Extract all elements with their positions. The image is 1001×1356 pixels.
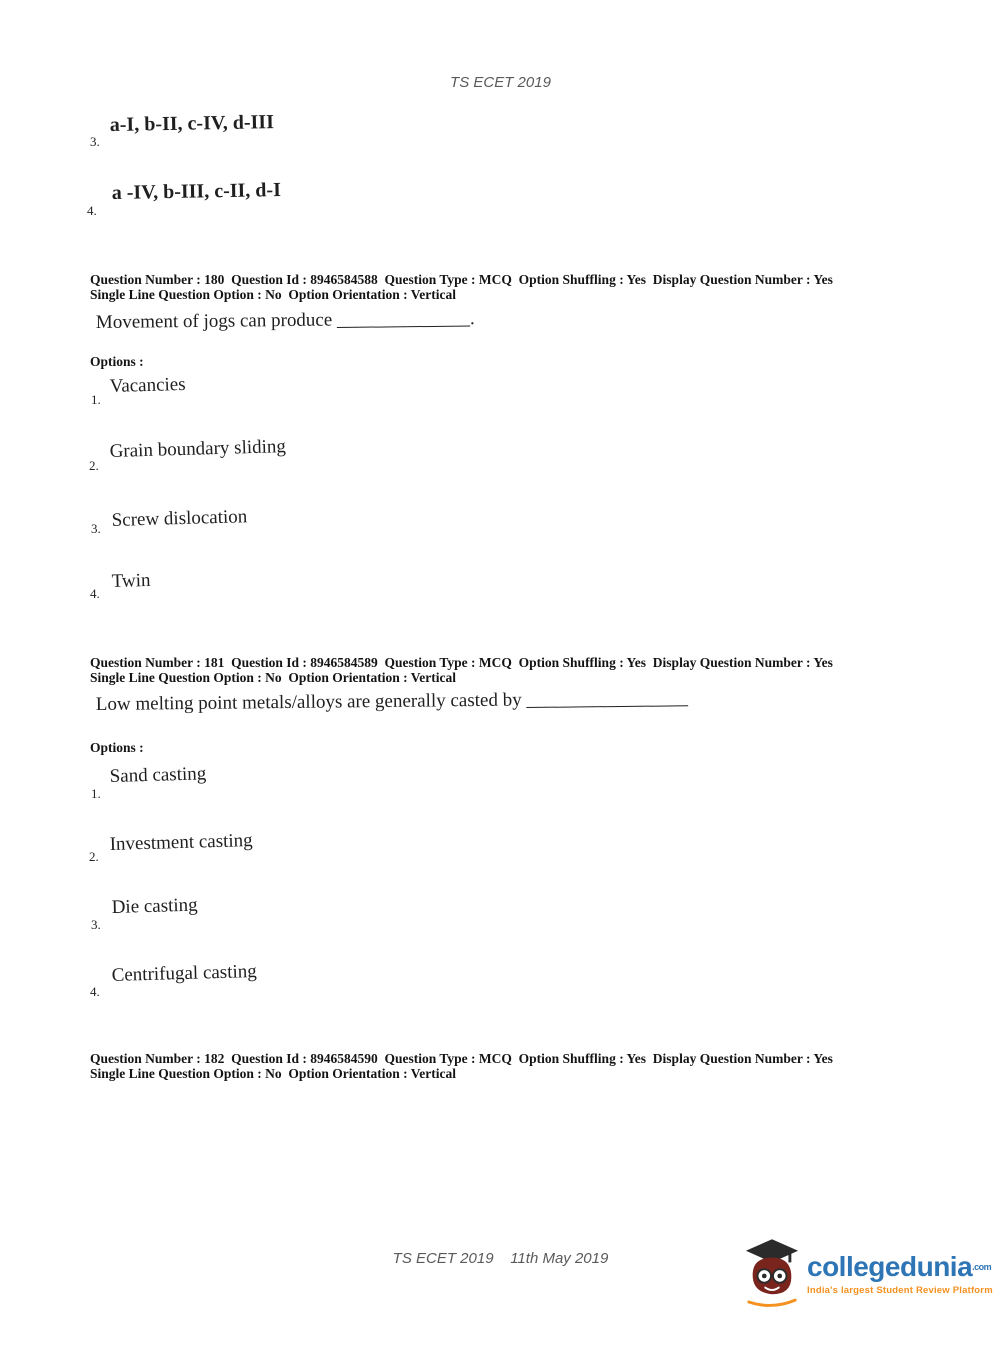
option-number: 3. bbox=[91, 917, 101, 932]
option-text: Twin bbox=[111, 569, 151, 593]
logo-tagline: India's largest Student Review Platform bbox=[807, 1285, 993, 1296]
option-text: Vacancies bbox=[109, 373, 186, 398]
logo-text bbox=[807, 1238, 993, 1296]
question-text: Low melting point metals/alloys are generally casted by _________________ bbox=[95, 687, 689, 716]
question-meta-line1: Question Number : 180 Question Id : 8946584588 Question Type : MCQ Option Shuffling : Yes Display Question Number : Yes bbox=[90, 272, 833, 287]
option-number: 2. bbox=[89, 458, 99, 473]
option-text: a-I, b-II, c-IV, d-III bbox=[109, 111, 275, 137]
option-number: 1. bbox=[91, 392, 101, 407]
logo-suffix: .com bbox=[972, 1262, 992, 1272]
question-meta-line2: Single Line Question Option : No Option Orientation : Vertical bbox=[90, 1066, 457, 1081]
option-number: 4. bbox=[87, 203, 97, 218]
option-number: 4. bbox=[90, 984, 100, 999]
option-text: Investment casting bbox=[109, 830, 253, 856]
collegedunia-logo bbox=[743, 1238, 993, 1310]
option-number: 3. bbox=[91, 521, 101, 536]
logo-brand-line bbox=[807, 1252, 993, 1282]
question-meta-line2: Single Line Question Option : No Option Orientation : Vertical bbox=[90, 287, 457, 302]
option-number: 4. bbox=[90, 586, 100, 601]
options-label: Options : bbox=[90, 354, 144, 369]
page-footer: TS ECET 2019 11th May 2019 bbox=[392, 1250, 609, 1267]
option-number: 2. bbox=[89, 849, 99, 864]
option-text: Sand casting bbox=[109, 763, 207, 788]
option-text: Screw dislocation bbox=[111, 506, 248, 532]
page-header: TS ECET 2019 bbox=[450, 74, 551, 91]
question-meta-line1: Question Number : 182 Question Id : 8946584590 Question Type : MCQ Option Shuffling : Yes Display Question Number : Yes bbox=[90, 1051, 833, 1066]
option-number: 3. bbox=[90, 134, 100, 149]
question-text: Movement of jogs can produce ______________. bbox=[95, 308, 475, 334]
option-text: Grain boundary sliding bbox=[109, 436, 287, 463]
question-meta-line1: Question Number : 181 Question Id : 8946584589 Question Type : MCQ Option Shuffling : Yes Display Question Number : Yes bbox=[90, 655, 833, 670]
option-text: a -IV, b-III, c-II, d-I bbox=[111, 179, 282, 205]
option-number: 1. bbox=[91, 786, 101, 801]
question-meta-line2: Single Line Question Option : No Option Orientation : Vertical bbox=[90, 670, 457, 685]
collegedunia-mascot-icon bbox=[743, 1238, 801, 1310]
logo-brand: collegedunia bbox=[807, 1251, 973, 1282]
option-text: Centrifugal casting bbox=[111, 960, 258, 987]
option-text: Die casting bbox=[111, 894, 198, 919]
options-label: Options : bbox=[90, 740, 144, 755]
